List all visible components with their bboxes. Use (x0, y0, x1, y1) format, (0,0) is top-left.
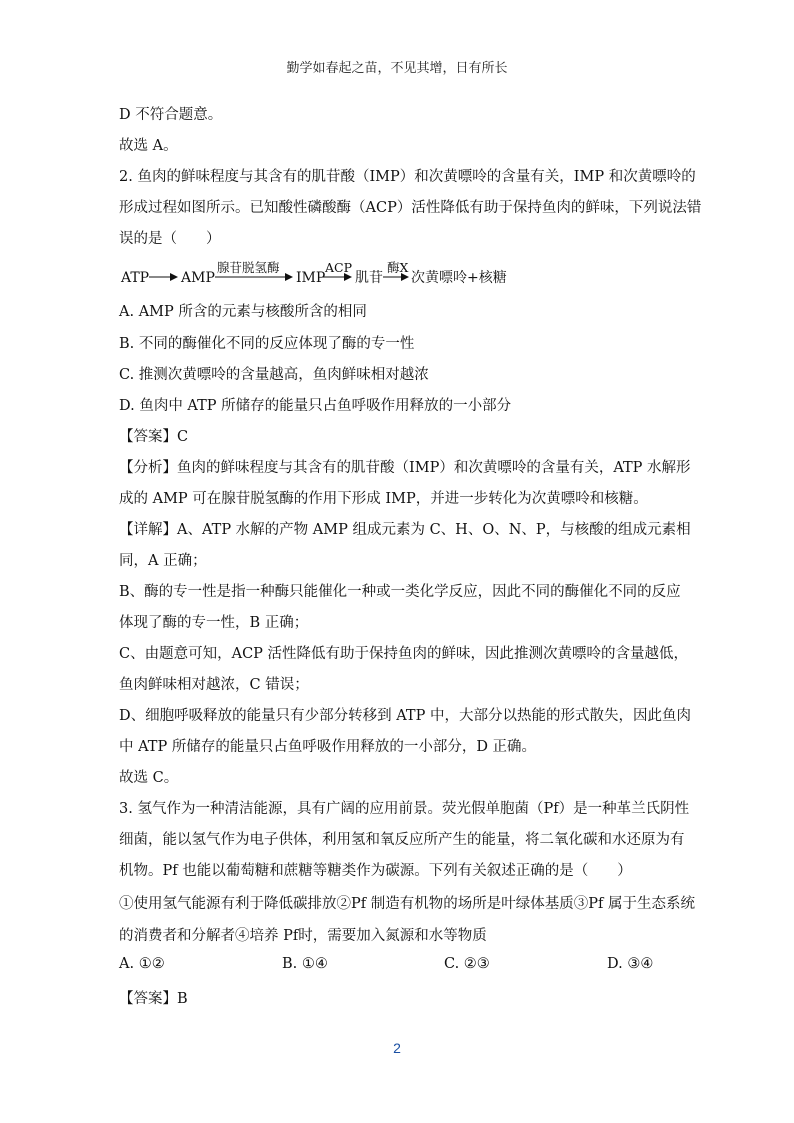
question-3-option-d: D. ③④ (607, 956, 654, 972)
diagram-enzyme-acp: ACP (325, 260, 353, 275)
question-3-statements: ①使用氢气能源有利于降低碳排放②Pf 制造有机物的场所是叶绿体基质③Pf 属于生态系统 (119, 896, 695, 912)
question-3-option-a: A. ①② (119, 956, 165, 972)
explanation-text: 中 ATP 所储存的能量只占鱼呼吸作用释放的一小部分，D 正确。 (119, 739, 537, 755)
question-2-stem: 形成过程如图所示。已知酸性磷酸酶（ACP）活性降低有助于保持鱼肉的鲜味，下列说法错 (119, 200, 702, 216)
question-2-option-b: B. 不同的酶催化不同的反应体现了酶的专一性 (119, 336, 415, 352)
diagram-enzyme-x: 酶X (387, 260, 409, 275)
page-header-motto: 勤学如春起之苗，不见其增，日有所长 (286, 61, 508, 76)
explanation-text: 同，A 正确； (119, 553, 207, 569)
explanation-text: D、细胞呼吸释放的能量只有少部分转移到 ATP 中，大部分以热能的形式散失，因此鱼肉 (119, 708, 691, 724)
question-2-stem: 误的是（ ） (119, 231, 221, 247)
question-2-option-c: C. 推测次黄嘌呤的含量越高，鱼肉鲜味相对越浓 (119, 367, 429, 383)
text-line: 故选 A。 (119, 138, 178, 154)
diagram-products: 次黄嘌呤+核糖 (411, 270, 507, 286)
analysis-text: 【分析】鱼肉的鲜味程度与其含有的肌苷酸（IMP）和次黄嘌呤的含量有关，ATP 水解形 (119, 460, 691, 476)
question-3-stem: 机物。Pf 也能以葡萄糖和蔗糖等糖类作为碳源。下列有关叙述正确的是（ ） (119, 863, 632, 879)
explanation-text: C、由题意可知，ACP 活性降低有助于保持鱼肉的鲜味，因此推测次黄嘌呤的含量越低， (119, 646, 689, 662)
answer-label: 【答案】B (119, 991, 188, 1007)
question-2-option-d: D. 鱼肉中 ATP 所储存的能量只占鱼呼吸作用释放的一小部分 (119, 398, 512, 414)
question-3-stem: 3. 氢气作为一种清洁能源，具有广阔的应用前景。荧光假单胞菌（Pf）是一种革兰氏阴性 (119, 801, 690, 817)
question-2-stem: 2. 鱼肉的鲜味程度与其含有的肌苷酸（IMP）和次黄嘌呤的含量有关，IMP 和次黄嘌呤的 (119, 169, 696, 185)
answer-label: 【答案】C (119, 429, 189, 445)
text-line: D 不符合题意。 (119, 107, 223, 123)
question-3-option-c: C. ②③ (444, 956, 490, 972)
diagram-imp: IMP (296, 270, 326, 286)
diagram-inosine: 肌苷 (355, 270, 383, 286)
explanation-text: 体现了酶的专一性，B 正确； (119, 615, 309, 631)
question-2-option-a: A. AMP 所含的元素与核酸所含的相同 (119, 304, 367, 320)
question-3-option-b: B. ①④ (282, 956, 328, 972)
conclusion-text: 故选 C。 (119, 770, 179, 786)
diagram-enzyme-adenosine-deaminase: 腺苷脱氢酶 (217, 260, 280, 275)
analysis-text: 成的 AMP 可在腺苷脱氢酶的作用下形成 IMP，并进一步转化为次黄嘌呤和核糖。 (119, 491, 648, 507)
diagram-amp: AMP (181, 270, 215, 286)
page-number: 2 (393, 1040, 401, 1056)
explanation-text: 【详解】A、ATP 水解的产物 AMP 组成元素为 C、H、O、N、P，与核酸的组成元素相 (119, 522, 691, 538)
diagram-atp: ATP (121, 270, 150, 286)
explanation-text: 鱼肉鲜味相对越浓，C 错误； (119, 677, 309, 693)
explanation-text: B、酶的专一性是指一种酶只能催化一种或一类化学反应，因此不同的酶催化不同的反应 (119, 584, 681, 600)
imp-formation-diagram (119, 259, 519, 289)
question-3-stem: 细菌，能以氢气作为电子供体，利用氢和氧反应所产生的能量，将二氧化碳和水还原为有 (119, 832, 685, 848)
question-3-statements: 的消费者和分解者④培养 Pf时，需要加入氮源和水等物质 (119, 928, 487, 944)
